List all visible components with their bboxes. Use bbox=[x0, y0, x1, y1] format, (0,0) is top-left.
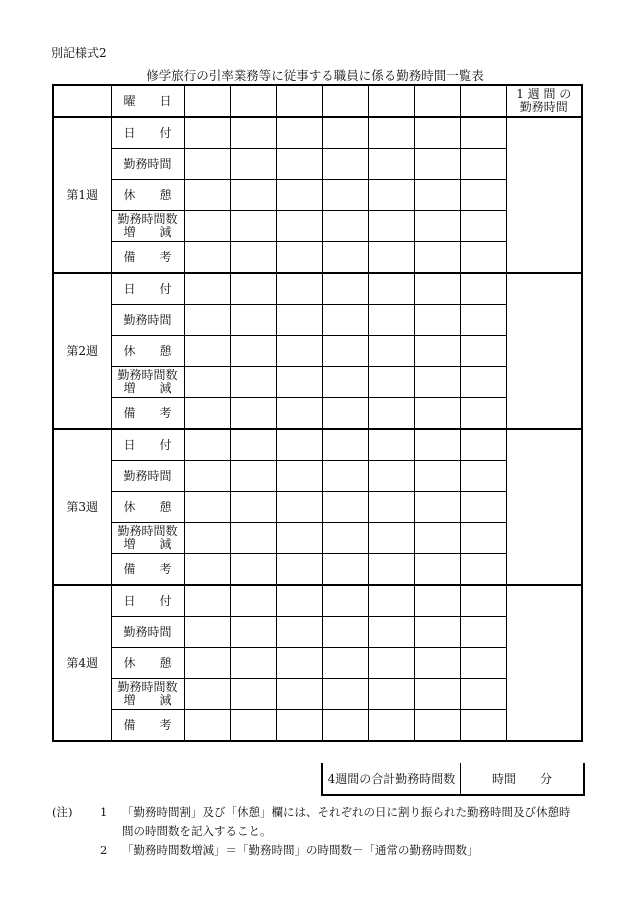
row-label-work-hours: 勤務時間 bbox=[111, 461, 184, 492]
entry-cell[interactable] bbox=[368, 398, 414, 430]
row-label-work-hours-change bbox=[111, 523, 184, 554]
entry-cell[interactable] bbox=[184, 492, 230, 523]
row-label-date: 日 付 bbox=[111, 273, 184, 305]
day-cell[interactable] bbox=[460, 85, 506, 117]
entry-cell[interactable] bbox=[184, 211, 230, 242]
entry-cell[interactable] bbox=[368, 336, 414, 367]
day-cell[interactable] bbox=[368, 85, 414, 117]
entry-cell[interactable] bbox=[230, 429, 276, 461]
form-label: 別記様式2 bbox=[51, 46, 107, 60]
row-label-remarks: 備 考 bbox=[111, 398, 184, 430]
row-label-line2: 増 減 bbox=[123, 381, 172, 395]
entry-cell[interactable] bbox=[230, 273, 276, 305]
entry-cell[interactable] bbox=[322, 180, 368, 211]
week-label: 第3週 bbox=[53, 429, 111, 585]
entry-cell[interactable] bbox=[184, 305, 230, 336]
entry-cell[interactable] bbox=[230, 461, 276, 492]
week-1-row-change bbox=[53, 211, 582, 242]
header-row bbox=[53, 85, 582, 117]
week-1-row-work_hours bbox=[53, 149, 582, 180]
entry-cell[interactable] bbox=[414, 211, 460, 242]
row-label-rest: 休 憩 bbox=[111, 180, 184, 211]
entry-cell[interactable] bbox=[184, 117, 230, 149]
entry-cell[interactable] bbox=[230, 336, 276, 367]
entry-cell[interactable] bbox=[230, 648, 276, 679]
day-cell[interactable] bbox=[230, 85, 276, 117]
entry-cell[interactable] bbox=[460, 429, 506, 461]
entry-cell[interactable] bbox=[230, 117, 276, 149]
entry-cell[interactable] bbox=[368, 523, 414, 554]
entry-cell[interactable] bbox=[414, 492, 460, 523]
entry-cell[interactable] bbox=[368, 710, 414, 742]
day-cell[interactable] bbox=[414, 85, 460, 117]
note-number: 1 bbox=[100, 805, 108, 819]
day-cell[interactable] bbox=[322, 85, 368, 117]
day-cell[interactable] bbox=[276, 85, 322, 117]
entry-cell[interactable] bbox=[460, 585, 506, 617]
entry-cell[interactable] bbox=[184, 242, 230, 274]
entry-cell[interactable] bbox=[184, 273, 230, 305]
entry-cell[interactable] bbox=[460, 211, 506, 242]
entry-cell[interactable] bbox=[368, 617, 414, 648]
entry-cell[interactable] bbox=[184, 523, 230, 554]
entry-cell[interactable] bbox=[322, 554, 368, 586]
entry-cell[interactable] bbox=[184, 336, 230, 367]
entry-cell[interactable] bbox=[276, 180, 322, 211]
entry-cell[interactable] bbox=[368, 180, 414, 211]
entry-cell[interactable] bbox=[230, 149, 276, 180]
row-label-date: 日 付 bbox=[111, 117, 184, 149]
entry-cell[interactable] bbox=[322, 617, 368, 648]
entry-cell[interactable] bbox=[414, 180, 460, 211]
entry-cell[interactable] bbox=[230, 679, 276, 710]
entry-cell[interactable] bbox=[368, 367, 414, 398]
row-label-work-hours: 勤務時間 bbox=[111, 305, 184, 336]
weekly-total-cell[interactable] bbox=[506, 117, 582, 273]
entry-cell[interactable] bbox=[460, 180, 506, 211]
entry-cell[interactable] bbox=[276, 554, 322, 586]
note-item bbox=[52, 803, 592, 822]
entry-cell[interactable] bbox=[368, 117, 414, 149]
entry-cell[interactable] bbox=[414, 710, 460, 742]
note-text: 「勤務時間数増減」＝「勤務時間」の時間数－「通常の勤務時間数」 bbox=[122, 843, 479, 857]
entry-cell[interactable] bbox=[230, 523, 276, 554]
entry-cell[interactable] bbox=[184, 617, 230, 648]
row-label-rest: 休 憩 bbox=[111, 492, 184, 523]
entry-cell[interactable] bbox=[276, 585, 322, 617]
entry-cell[interactable] bbox=[368, 554, 414, 586]
entry-cell[interactable] bbox=[322, 149, 368, 180]
entry-cell[interactable] bbox=[184, 367, 230, 398]
entry-cell[interactable] bbox=[460, 242, 506, 274]
week-4-row-remarks bbox=[53, 710, 582, 742]
entry-cell[interactable] bbox=[460, 554, 506, 586]
document-title: 修学旅行の引率業務等に従事する職員に係る勤務時間一覧表 bbox=[146, 68, 484, 83]
entry-cell[interactable] bbox=[276, 648, 322, 679]
entry-cell[interactable] bbox=[276, 211, 322, 242]
entry-cell[interactable] bbox=[276, 336, 322, 367]
entry-cell[interactable] bbox=[184, 398, 230, 430]
entry-cell[interactable] bbox=[230, 305, 276, 336]
entry-cell[interactable] bbox=[276, 679, 322, 710]
row-label-work-hours-change bbox=[111, 679, 184, 710]
entry-cell[interactable] bbox=[276, 461, 322, 492]
row-label-rest: 休 憩 bbox=[111, 336, 184, 367]
entry-cell[interactable] bbox=[184, 461, 230, 492]
entry-cell[interactable] bbox=[230, 398, 276, 430]
entry-cell[interactable] bbox=[460, 149, 506, 180]
entry-cell[interactable] bbox=[230, 242, 276, 274]
entry-cell[interactable] bbox=[368, 273, 414, 305]
entry-cell[interactable] bbox=[414, 523, 460, 554]
entry-cell[interactable] bbox=[460, 648, 506, 679]
entry-cell[interactable] bbox=[230, 554, 276, 586]
entry-cell[interactable] bbox=[230, 492, 276, 523]
entry-cell[interactable] bbox=[276, 429, 322, 461]
entry-cell[interactable] bbox=[414, 117, 460, 149]
week-2-row-remarks bbox=[53, 398, 582, 430]
week-2-row-date bbox=[53, 273, 582, 305]
work-hours-table bbox=[52, 84, 583, 742]
entry-cell[interactable] bbox=[460, 336, 506, 367]
row-label-work-hours-change bbox=[111, 367, 184, 398]
note-item bbox=[52, 841, 592, 860]
entry-cell[interactable] bbox=[414, 367, 460, 398]
entry-cell[interactable] bbox=[322, 429, 368, 461]
entry-cell[interactable] bbox=[460, 679, 506, 710]
entry-cell[interactable] bbox=[460, 398, 506, 430]
entry-cell[interactable] bbox=[368, 149, 414, 180]
entry-cell[interactable] bbox=[276, 149, 322, 180]
entry-cell[interactable] bbox=[460, 523, 506, 554]
week-2-row-work_hours bbox=[53, 305, 582, 336]
entry-cell[interactable] bbox=[368, 648, 414, 679]
notes bbox=[52, 803, 592, 860]
week-4-row-rest bbox=[53, 648, 582, 679]
row-label-remarks: 備 考 bbox=[111, 242, 184, 274]
entry-cell[interactable] bbox=[276, 273, 322, 305]
entry-cell[interactable] bbox=[414, 461, 460, 492]
entry-cell[interactable] bbox=[276, 117, 322, 149]
entry-cell[interactable] bbox=[460, 461, 506, 492]
four-week-total-row bbox=[321, 763, 585, 796]
row-label-line2: 増 減 bbox=[123, 537, 172, 551]
corner-cell bbox=[53, 85, 111, 117]
entry-cell[interactable] bbox=[414, 273, 460, 305]
entry-cell[interactable] bbox=[322, 648, 368, 679]
entry-cell[interactable] bbox=[276, 305, 322, 336]
entry-cell[interactable] bbox=[322, 211, 368, 242]
row-label-line1: 勤務時間数 bbox=[117, 524, 178, 538]
weekly-total-cell[interactable] bbox=[506, 585, 582, 741]
entry-cell[interactable] bbox=[322, 523, 368, 554]
entry-cell[interactable] bbox=[230, 367, 276, 398]
four-week-total-value[interactable]: 時間 分 bbox=[491, 772, 552, 786]
note-text: 「勤務時間割」及び「休憩」欄には、それぞれの日に割り振られた勤務時間及び休憩時 bbox=[122, 805, 571, 819]
entry-cell[interactable] bbox=[230, 211, 276, 242]
week-label: 第4週 bbox=[53, 585, 111, 741]
entry-cell[interactable] bbox=[368, 242, 414, 274]
day-cell[interactable] bbox=[184, 85, 230, 117]
weekly-total-cell[interactable] bbox=[506, 273, 582, 429]
row-label-work-hours: 勤務時間 bbox=[111, 149, 184, 180]
row-label-date: 日 付 bbox=[111, 429, 184, 461]
notes-prefix: (注) bbox=[52, 805, 73, 819]
entry-cell[interactable] bbox=[276, 523, 322, 554]
entry-cell[interactable] bbox=[414, 554, 460, 586]
entry-cell[interactable] bbox=[414, 398, 460, 430]
week-1-row-remarks bbox=[53, 242, 582, 274]
entry-cell[interactable] bbox=[276, 242, 322, 274]
entry-cell[interactable] bbox=[322, 367, 368, 398]
entry-cell[interactable] bbox=[368, 211, 414, 242]
entry-cell[interactable] bbox=[276, 367, 322, 398]
entry-cell[interactable] bbox=[322, 492, 368, 523]
row-label-line1: 勤務時間数 bbox=[117, 680, 178, 694]
entry-cell[interactable] bbox=[414, 648, 460, 679]
entry-cell[interactable] bbox=[276, 492, 322, 523]
entry-cell[interactable] bbox=[184, 585, 230, 617]
entry-cell[interactable] bbox=[276, 617, 322, 648]
week-4-row-date bbox=[53, 585, 582, 617]
entry-cell[interactable] bbox=[414, 149, 460, 180]
entry-cell[interactable] bbox=[460, 367, 506, 398]
row-label-line1: 勤務時間数 bbox=[117, 212, 178, 226]
week-4-row-work_hours bbox=[53, 617, 582, 648]
week-label: 第2週 bbox=[53, 273, 111, 429]
entry-cell[interactable] bbox=[368, 461, 414, 492]
entry-cell[interactable] bbox=[184, 149, 230, 180]
entry-cell[interactable] bbox=[460, 710, 506, 742]
entry-cell[interactable] bbox=[414, 305, 460, 336]
week-3-row-date bbox=[53, 429, 582, 461]
entry-cell[interactable] bbox=[414, 429, 460, 461]
entry-cell[interactable] bbox=[414, 585, 460, 617]
note-number: 2 bbox=[100, 843, 108, 857]
weekly-total-cell[interactable] bbox=[506, 429, 582, 585]
entry-cell[interactable] bbox=[184, 554, 230, 586]
entry-cell[interactable] bbox=[184, 180, 230, 211]
entry-cell[interactable] bbox=[414, 679, 460, 710]
week-3-row-change bbox=[53, 523, 582, 554]
entry-cell[interactable] bbox=[230, 617, 276, 648]
entry-cell[interactable] bbox=[414, 336, 460, 367]
entry-cell[interactable] bbox=[460, 273, 506, 305]
weekly-total-header-line2: 勤務時間 bbox=[519, 100, 568, 114]
entry-cell[interactable] bbox=[322, 117, 368, 149]
entry-cell[interactable] bbox=[460, 305, 506, 336]
weekly-total-header-line1: 1 週 間 の bbox=[516, 87, 572, 101]
row-label-work-hours: 勤務時間 bbox=[111, 617, 184, 648]
row-label-work-hours-change bbox=[111, 211, 184, 242]
entry-cell[interactable] bbox=[322, 679, 368, 710]
week-3-row-remarks bbox=[53, 554, 582, 586]
row-label-remarks: 備 考 bbox=[111, 710, 184, 742]
weekly-total-header bbox=[506, 85, 582, 117]
row-label-line2: 増 減 bbox=[123, 225, 172, 239]
row-label-rest: 休 憩 bbox=[111, 648, 184, 679]
entry-cell[interactable] bbox=[368, 492, 414, 523]
entry-cell[interactable] bbox=[322, 710, 368, 742]
entry-cell[interactable] bbox=[184, 679, 230, 710]
entry-cell[interactable] bbox=[230, 710, 276, 742]
entry-cell[interactable] bbox=[368, 585, 414, 617]
row-label-line2: 増 減 bbox=[123, 693, 172, 707]
four-week-total-label: 4週間の合計勤務時間数 bbox=[323, 763, 461, 794]
entry-cell[interactable] bbox=[230, 180, 276, 211]
week-4-row-change bbox=[53, 679, 582, 710]
entry-cell[interactable] bbox=[322, 336, 368, 367]
entry-cell[interactable] bbox=[368, 305, 414, 336]
week-1-row-rest bbox=[53, 180, 582, 211]
week-1-row-date bbox=[53, 117, 582, 149]
entry-cell[interactable] bbox=[322, 461, 368, 492]
entry-cell[interactable] bbox=[276, 398, 322, 430]
entry-cell[interactable] bbox=[460, 492, 506, 523]
entry-cell[interactable] bbox=[460, 617, 506, 648]
entry-cell[interactable] bbox=[276, 710, 322, 742]
week-3-row-work_hours bbox=[53, 461, 582, 492]
entry-cell[interactable] bbox=[322, 398, 368, 430]
row-label-line1: 勤務時間数 bbox=[117, 368, 178, 382]
entry-cell[interactable] bbox=[322, 273, 368, 305]
note-item-continued bbox=[52, 822, 592, 841]
entry-cell[interactable] bbox=[322, 305, 368, 336]
day-of-week-label: 曜 日 bbox=[111, 85, 184, 117]
entry-cell[interactable] bbox=[368, 429, 414, 461]
entry-cell[interactable] bbox=[184, 648, 230, 679]
week-3-row-rest bbox=[53, 492, 582, 523]
week-2-row-change bbox=[53, 367, 582, 398]
entry-cell[interactable] bbox=[322, 242, 368, 274]
row-label-remarks: 備 考 bbox=[111, 554, 184, 586]
entry-cell[interactable] bbox=[414, 617, 460, 648]
row-label-date: 日 付 bbox=[111, 585, 184, 617]
entry-cell[interactable] bbox=[368, 679, 414, 710]
week-label: 第1週 bbox=[53, 117, 111, 273]
week-2-row-rest bbox=[53, 336, 582, 367]
note-text: 間の時間数を記入すること。 bbox=[122, 824, 272, 838]
entry-cell[interactable] bbox=[322, 585, 368, 617]
entry-cell[interactable] bbox=[414, 242, 460, 274]
entry-cell[interactable] bbox=[184, 710, 230, 742]
entry-cell[interactable] bbox=[184, 429, 230, 461]
entry-cell[interactable] bbox=[230, 585, 276, 617]
entry-cell[interactable] bbox=[460, 117, 506, 149]
